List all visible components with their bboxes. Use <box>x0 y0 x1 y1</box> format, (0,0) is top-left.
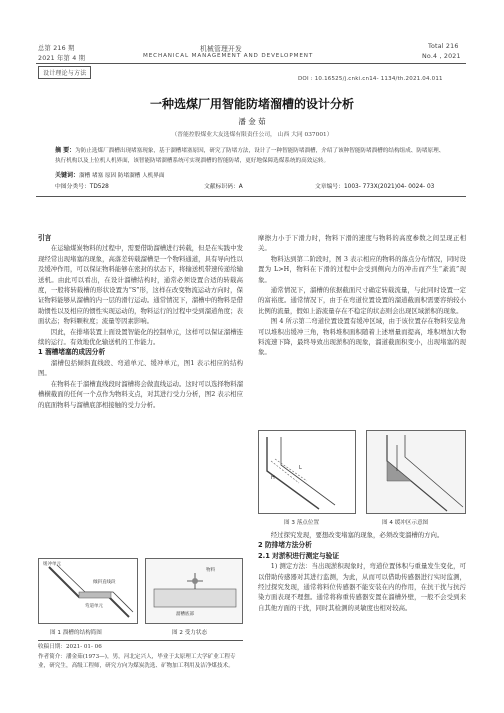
right-paragraph-4: 图 4 所示第二弯道位置设置有缓冲区域，由于该位置存在物料安息角可以堆积出缓冲三角，物料堆积面积随着上述增量而提高，堆积增加大物料流速下降，最终导致出现淤积的现象，溜道截面积变小，出现堵塞的现象。 <box>258 317 466 357</box>
figure-1-caption: 图 1 溜槽的结构简图 <box>50 630 102 636</box>
figure-4-caption: 图 4 缓冲区示意图 <box>382 520 429 526</box>
left-column <box>38 233 243 410</box>
right-paragraph-5: 经过探究发现，要想改变堵塞的现象，必须改变溜槽的方向。 <box>270 531 444 539</box>
right-column-top <box>258 233 466 358</box>
issue-en: No.4 , 2021 <box>422 53 461 60</box>
abstract-label: 摘 要： <box>55 147 76 154</box>
keywords-label: 关键词： <box>55 172 80 179</box>
journal-title-en: MECHANICAL MANAGEMENT AND DEVELOPMENT <box>143 53 314 59</box>
section-1-paragraph-2: 在物料在于溜槽直线段时溜槽将会做直线运动。这时可以选择物料溜槽横截面的任何一个点作为物料支点，对其进行受力分析，图2 表示相应的底面物料与溜槽底部相接触的受力分析。 <box>38 379 243 409</box>
fig3-label-l: L <box>299 465 302 471</box>
figure-1-chute-structure <box>38 558 138 624</box>
doi: DOI : 10.16525/j.cnki.cn14- 1134/th.2021.04.011 <box>298 76 443 82</box>
section-1-heading: 1 溜槽堵塞的成因分析 <box>38 348 106 357</box>
fig1-label-curve: 弯道单元 <box>85 604 103 609</box>
chute-structure-drawing <box>39 559 139 625</box>
intro-paragraph-2: 因此，在排堵装置上面设置智能化的控制单元，这样可以保证溜槽连续的运行。有效地优化输送机的工作能力。 <box>38 327 243 347</box>
document-code: 文献标识码：A <box>204 184 243 190</box>
section-2-1-heading: 2.1 对淤积进行测定与验证 <box>258 551 340 560</box>
right-column-bottom <box>258 530 466 613</box>
figure-4-buffer-zone <box>366 430 466 514</box>
issue-year-cn: 2021 年第 4 期 <box>38 55 86 62</box>
right-paragraph-2: 物料达到第二阶段时，图 3 表示相应的物料的落点分布情况，同时设置为 L>H，物料在下滑的过程中会受到侧向力的冲击而产生“紊流”现象。 <box>258 254 466 284</box>
journal-title-cn: 机械管理开发 <box>200 45 242 53</box>
buffer-zone-drawing <box>367 431 467 515</box>
abstract-text: 为防止选煤厂溜槽出现堵塞现象，基于溜槽堵塞原因，研究了防堵方法，设计了一种智能防堵溜槽，介绍了该种智能防堵溜槽的结构组成、防堵原理、执行机构以及上位机人机界面，该智能防堵溜槽系统可实现溜槽的智能防堵，更好地保障选煤系统的高效运转。 <box>55 148 445 164</box>
force-diagram <box>146 559 244 625</box>
affiliation: （晋能控股煤业大友选煤有限责任公司， 山西 大同 037001） <box>171 132 333 138</box>
abstract <box>55 146 448 166</box>
section-2-heading: 2 防排堵方法分析 <box>258 541 312 550</box>
header-rule <box>36 63 466 64</box>
article-title: 一种选煤厂用智能防堵溜槽的设计分析 <box>149 97 354 111</box>
keywords-text: 溜槽 堵塞 原因 防堵溜槽 人机界面 <box>79 173 165 179</box>
received-date: 收稿日期：2021- 01- 06 <box>38 644 102 650</box>
right-paragraph-3: 通常情况下，溜槽的依据截面尺寸确定转载流量，与此同时设置一定的富裕度。通常情况下，由于在弯道位置设置的溜道截面积需要容纳较小比例的流量，假如上游流量存在不稳定的状态则会出现区域淤积的现象。 <box>258 286 466 315</box>
figure-3-landing-point <box>258 430 356 514</box>
fig3-label-h: H <box>271 475 275 481</box>
fig2-label-bottom: 溜槽底部 <box>176 612 194 617</box>
total-issue: Total 216 <box>428 43 459 50</box>
clc-number: 中图分类号：TD528 <box>55 184 109 190</box>
issue-number-cn: 总第 216 期 <box>38 45 75 52</box>
author-name: 潘 金 茹 <box>238 117 266 126</box>
fig2-label-material: 物料 <box>206 568 215 573</box>
fig1-label-incline: 倾斜直线段 <box>93 580 116 585</box>
title-rule <box>36 196 466 197</box>
footnote <box>38 643 243 672</box>
fig1-label-buffer: 缓冲单元 <box>43 562 61 567</box>
intro-heading: 引言 <box>38 234 52 242</box>
figure-3-caption: 图 3 落点位置 <box>284 520 320 526</box>
keywords <box>55 170 448 179</box>
right-paragraph-1: 摩擦力小于下滑力时，物料下滑的速度与物料的高度参数之间呈现正相关。 <box>258 234 466 253</box>
section-1-paragraph-1: 溜槽包括倾斜直线段、弯道单元、缓冲单元，图1 表示相应的结构图。 <box>38 358 243 378</box>
article-number: 文章编号：1003- 773X(2021)04- 0024- 03 <box>315 184 435 190</box>
right-paragraph-6: 1) 测定方法：当出现淤积现象时，弯道位置体积与重量发生变化，可以借助传感器对其进行监测，为此，从而可以借助传感器进行实时监测，经过探究发现，通常将料位传感器不能安装在内的作用，在抗干扰与抗污染方面表现不理想。通常将称重传感器安置在溜槽外壁，一般不会受到来自其他方面的干扰，同时其检测的灵敏度也相对较高。 <box>258 562 466 612</box>
footnote-rule <box>38 640 243 641</box>
author-bio: 作者简介：潘金茹(1973—)，男，河北定兴人，毕业于太原理工大学矿业工程专业，研究生，高级工程师，研究方向为煤炭洗选、矿物加工利用及洁净煤技术。 <box>38 653 236 670</box>
figure-2-force-state <box>145 558 243 624</box>
section-tag: 设计理论与方法 <box>38 66 91 79</box>
intro-paragraph-1: 在运输煤炭物料的过程中，需要借助溜槽进行转载，但是在实践中发现经常出现堵塞的现象，高落差转载溜槽是一个物料通道，具有导向性以及缓冲作用，可以保证物料能够在密封的状态下，将输送机带速传递给输送机。由此可以看出，在设计溜槽结构时，通常必须设置合适的转载高度，一般将转载槽的形状设置为“S”形，这样在改变物流运动方向时，保证物料能够从溜槽的内一层的滑行运动。通常情况下，溜槽中的物料是借助惯性以及相应的惯性实现运动的，物料运行的过程中受到溜道角度；表面状态；物料颗粒度；流量等因素影响。 <box>38 244 243 326</box>
figure-2-caption: 图 2 受力状态 <box>172 630 208 636</box>
landing-point-drawing <box>259 431 357 515</box>
